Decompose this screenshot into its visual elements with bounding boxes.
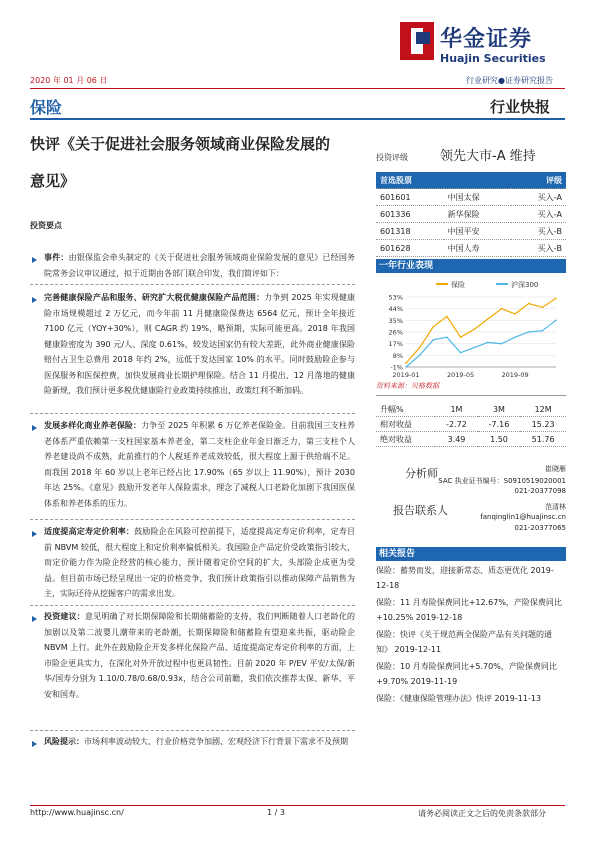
y-tick-label: 53% (388, 293, 403, 302)
data-point (460, 336, 462, 338)
title-divider (30, 118, 565, 120)
chart-bottom-divider (376, 395, 566, 396)
data-point (432, 326, 434, 328)
report-type: 行业快报 (490, 98, 551, 116)
data-point (555, 297, 557, 299)
related-report-link[interactable]: 保险：10 月寿险保费同比+5.70%，产险保费同比+9.70% 2019-11-19 (376, 662, 557, 686)
contact-phone: 021-20377065 (514, 524, 566, 532)
footer-url[interactable]: http://www.huajinsc.cn/ (30, 808, 124, 817)
x-tick-label: 2019-05 (446, 371, 475, 379)
performance-table (376, 402, 566, 447)
table-row: 601601 中国太保 买入-A (376, 189, 566, 206)
paragraph-pricing: 适度提高定寿定价利率：鼓励险企在风险可控前提下，适度提高定寿定价利率，定寿目前 NBVM 较低，很大程度上和定价利率偏低相关。我国险企产品定价受政策指引较大，而定价能力作为险企经营的核心能力，预计随着定价空间的扩大，头部险企成更为受益。但目前市场已经呈现出一定的价格竞争，我们预计政策指引以推动保障产品销售为主，实际还待从挖掘客户的需求出发。 (44, 527, 356, 598)
footer-disclaimer: 请务必阅读正文之后的免责条款部分 (418, 809, 546, 818)
contact-label: 报告联系人 (393, 504, 448, 517)
data-point (501, 343, 503, 345)
bullet-icon (32, 297, 37, 303)
dashed-divider (30, 730, 355, 731)
page-number: 1 / 3 (267, 808, 285, 817)
analyst-cert: SAC 执业证书编号：S0910519020001 (438, 477, 566, 485)
data-point (487, 342, 489, 344)
industry-performance-chart (376, 275, 566, 380)
dashed-divider (30, 605, 355, 606)
data-point (487, 318, 489, 320)
analyst-label: 分析师 (405, 467, 438, 480)
x-tick-label: 2019-09 (501, 371, 529, 379)
bullet-icon (32, 257, 37, 263)
table-row: 601628 中国人寿 买入-B (376, 240, 566, 257)
performance-header: 升幅% 1M 3M 12M (376, 402, 566, 417)
data-point (460, 352, 462, 354)
report-title-line1: 快评《关于促进社会服务领域商业保险发展的 (30, 135, 331, 153)
data-point (419, 355, 421, 357)
logo-text-en: Huajin Securities (440, 52, 546, 65)
y-tick-label: 26% (388, 328, 403, 337)
related-reports-bar: 相关报告 (376, 547, 566, 561)
y-tick-label: 44% (388, 305, 403, 314)
legend-label: 保险 (451, 281, 465, 289)
data-point (514, 336, 516, 338)
contact-email[interactable]: fanqinglin1@huajinsc.cn (480, 513, 566, 521)
y-tick-label: -1% (390, 363, 403, 372)
data-point (473, 329, 475, 331)
analyst-phone: 021-20377098 (514, 487, 566, 495)
paragraph-pension: 发展多样化商业养老保险：力争至 2025 年积累 6 万亿养老保险金。目前我国三支柱养老体系严重依赖第一支柱国家基本养老金，第二支柱企业年金日渐乏力，第三支柱个人养老建设尚不成熟，此前推行的个人税延养老成效较低，很大程度上源于供给端不足。而我国 2018 年 60 岁以上老年已经占比 17.90%（65 岁以上 11.90%），预计 2030 年达 25%。《意见》鼓励开发老年人保险需求，理念了减税人口老龄化加剧下我国医保体系和养老体系的压力。 (44, 421, 355, 508)
data-point (473, 347, 475, 349)
dashed-divider (30, 413, 355, 414)
bullet-icon (32, 741, 37, 747)
table-row: 相对收益 -2.72 -7.16 15.23 (376, 417, 566, 432)
data-point (528, 303, 530, 305)
related-report-link[interactable]: 保险：11 月寿险保费同比+12.67%，产险保费同比+10.25% 2019-12-18 (376, 598, 562, 622)
data-point (555, 320, 557, 322)
table-row: 601318 中国平安 买入-B (376, 223, 566, 240)
report-title-line2: 意见》 (30, 172, 76, 190)
analyst-name: 崔晓雁 (545, 465, 566, 473)
data-point (446, 336, 448, 338)
data-point (501, 308, 503, 310)
x-tick-label: 2019-01 (392, 371, 420, 379)
data-point (419, 347, 421, 349)
logo-mark-icon (400, 22, 434, 60)
data-point (405, 366, 407, 368)
table-row: 绝对收益 3.49 1.50 51.76 (376, 432, 566, 447)
bullet-icon (32, 531, 37, 537)
chart-source: 资料来源：贝格数据 (376, 382, 439, 390)
stock-table-header: 首选股票 评级 (376, 172, 566, 189)
rating-value: 领先大市-A 维持 (440, 149, 536, 164)
dashed-divider (30, 519, 355, 520)
data-point (528, 331, 530, 333)
data-point (405, 362, 407, 364)
data-point (542, 330, 544, 332)
paragraph-recommendation: 投资建议：意见明确了对长期保障险和长期储蓄险的支持，我们判断随着人口老龄化的加剧以及第二波婴儿潮带来的老龄潮，长期保障险和储蓄险有望迎来共振，驱动险企 NBVM 上行。此外在鼓励险企开发多样化保险产品、适度提高定寿定价利率的方面，上市险企更具实力，在深化对外开放过程中也更具韧性。目前 2020 年 P/EV 平安/太保/新华/国寿分别为 1.10/0.78/0.68/0.93x，结合公司前瞻，我们依次推荐太保、新华、平安和国寿。 (44, 612, 356, 699)
contact-name: 范清林 (545, 503, 566, 511)
sector-label: 保险 (30, 98, 63, 117)
report-category: 行业研究●证券研究报告 (466, 76, 553, 85)
company-logo (400, 22, 552, 68)
data-point (542, 307, 544, 309)
related-reports-list (376, 563, 566, 706)
chart-title-bar: 一年行业表现 (376, 259, 566, 273)
rating-label: 投资评级 (376, 153, 408, 162)
header-divider (30, 88, 565, 89)
table-row: 601336 新华保险 买入-A (376, 206, 566, 223)
logo-text-cn: 华金证券 (440, 27, 533, 52)
y-tick-label: 35% (388, 316, 403, 325)
paragraph-risk: 风险提示：市场利率波动较大、行业价格竞争加剧、宏观经济下行背景下需求不及预期 (44, 737, 348, 746)
dashed-divider (30, 284, 355, 285)
legend-label: 沪深300 (511, 281, 539, 289)
y-tick-label: 8% (392, 351, 403, 360)
summary-heading: 投资要点 (30, 221, 62, 230)
paragraph-event: 事件：由银保监会牵头制定的《关于促进社会服务领域商业保险发展的意见》已经国务院常务会议审议通过，拟于近期由各部门联合印发，我们简评如下： (44, 253, 356, 278)
related-report-link[interactable]: 保险：蓄势而发，迎接新常态、质态更优化 2019-12-18 (376, 566, 554, 590)
report-date: 2020 年 01 月 06 日 (30, 76, 108, 85)
bullet-icon (32, 425, 37, 431)
stock-table (376, 172, 566, 257)
series-line (406, 298, 556, 363)
data-point (446, 316, 448, 318)
footer-divider (30, 805, 565, 806)
related-report-link[interactable]: 保险：快评《关于规范两全保险产品有关问题的通知》 2019-12-11 (376, 630, 552, 654)
y-tick-label: 17% (388, 340, 403, 349)
data-point (432, 339, 434, 341)
paragraph-health: 完善健康保险产品和服务、研究扩大税优健康保险产品范围：力争到 2025 年实现健康险市场规模超过 2 万亿元，而今年前 11 月健康险保费达 6564 亿元，预计全年接近 7100 亿元（YOY+30%），则 CAGR 约 19%，略预期，实际可能更高。2018 年我国健康险密度为 390 元/人、深度 0.61%，较发达国家仍有较大差距，此外商业健康保险赔付占卫生总费用 2018 年约 2%，远低于发达国家 10% 的水平。同时鼓励险企参与医保服务和医保控费，加快发展商业长期护理保险。结合 11 月提出、12 月落地的健康险新规，我们预计更多税优健康险行业政策持续推出，政策红利不断加码。 (44, 293, 356, 395)
bullet-icon (32, 616, 37, 622)
data-point (514, 313, 516, 315)
related-report-link[interactable]: 保险：《健康保险管理办法》快评 2019-11-13 (376, 694, 542, 703)
